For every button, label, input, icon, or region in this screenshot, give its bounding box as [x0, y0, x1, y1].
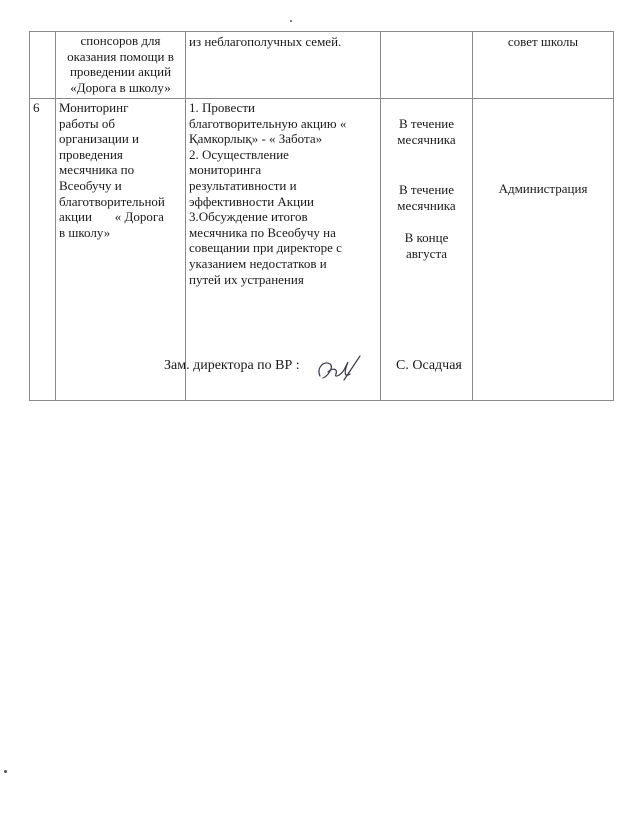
action-line: благотворительную акцию « — [189, 115, 347, 131]
event-line: в школу» — [59, 224, 111, 240]
signature-label: Зам. директора по ВР : — [164, 358, 300, 373]
event-line: Мониторинг — [59, 100, 129, 115]
action-line: Қамкорлық» - « Забота» — [189, 131, 323, 147]
event-line: Всеобучу и — [59, 177, 122, 193]
event-cell — [56, 32, 186, 99]
event-line: «Дорога в школу» — [70, 79, 171, 95]
action-line: 2. Осуществление — [189, 146, 289, 162]
term-line: В течение — [398, 182, 455, 198]
handwritten-signature — [314, 354, 370, 384]
scan-speck — [290, 20, 292, 22]
row-number-cell — [30, 32, 56, 99]
responsible-cell: Администрация — [473, 99, 614, 401]
action-line: путей их устранения — [189, 271, 304, 287]
action-line: мониторинга — [189, 162, 262, 178]
row-number-cell: 6 — [30, 99, 56, 401]
event-line: проведении акций — [69, 64, 172, 80]
term-line: В течение — [398, 116, 455, 131]
responsible-cell: совет школы — [473, 32, 614, 99]
event-line: акции « Дорога — [59, 209, 164, 225]
actions-cell — [186, 32, 381, 99]
term-line: августа — [405, 245, 448, 261]
action-line: эффективности Акции — [189, 193, 314, 209]
action-line: из неблагополучных семей. — [189, 34, 342, 49]
event-line: организации и — [59, 131, 139, 147]
signatory-name: С. Осадчая — [396, 358, 462, 373]
action-line: 1. Провести — [189, 100, 255, 115]
action-line: совещании при директоре с — [189, 240, 342, 256]
table-row — [30, 32, 614, 99]
term-cell — [381, 32, 473, 99]
term-entry — [384, 147, 469, 213]
term-line: месячника — [397, 197, 456, 213]
action-line: месячника по Всеобучу на — [189, 224, 336, 240]
action-line: 3.Обсуждение итогов — [189, 209, 308, 225]
event-line: проведения — [59, 146, 123, 162]
term-line: В конце — [404, 230, 449, 246]
signature-block — [164, 354, 484, 384]
event-line: работы об — [59, 115, 115, 131]
event-line: месячника по — [59, 162, 135, 178]
term-entry — [384, 99, 469, 147]
event-line: благотворительной — [59, 193, 165, 209]
action-line: результативности и — [189, 177, 297, 193]
event-line: оказания помощи в — [67, 48, 174, 64]
term-entry — [384, 213, 469, 261]
plan-table — [29, 31, 614, 401]
action-line: указанием недостатков и — [189, 255, 327, 271]
event-line: спонсоров для — [80, 33, 161, 48]
scan-speck — [4, 770, 7, 773]
term-line: месячника — [397, 131, 456, 147]
